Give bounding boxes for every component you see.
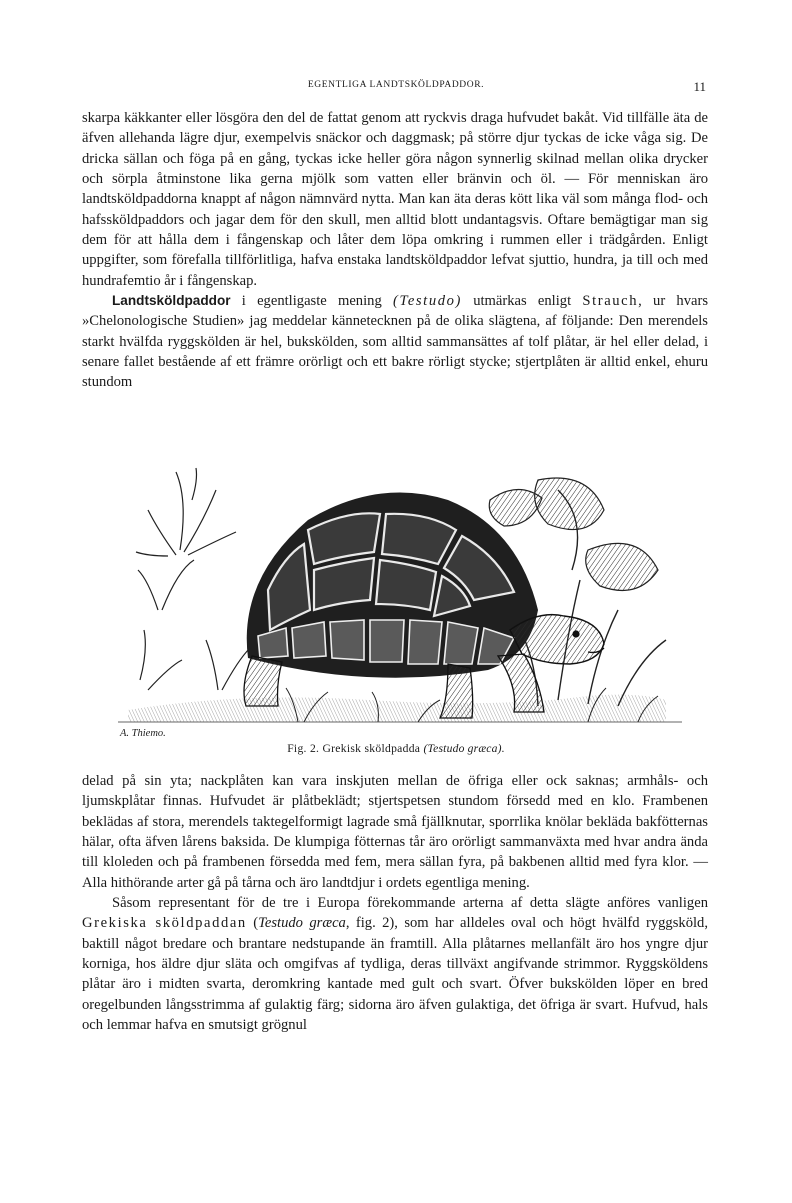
text-run: , fig. 2), som har alldeles oval och högt hvälfd ryggsköld, baktill något bredare och brantare nedstupande än framtill. Alla plåtarnes mellanfält äro hos yngre djur korniga, hos äldre djur släta och omgifvas af tydliga, deras tillväxt angifvande strimmor. Ryggsköldens plåtar äro i midten svarta, deromkring kantade med gult och svart. Öfver bukskölden löper en bred oregelbunden långsstrimma af gulaktig färg; sidorna äro äfven gulaktiga, det öfriga är svart. Hufvud, hals och lemmar hafva en smutsigt grögnul: [82, 915, 708, 1034]
text-run: (Testudo): [392, 293, 462, 310]
text-run: Strauch: [582, 293, 639, 310]
text-run: utmärkas enligt: [461, 293, 583, 310]
tortoise-illustration: [118, 460, 682, 742]
text-run: Testudo græca: [258, 915, 346, 932]
text-run: , ur hvars »Chelonologische Studien» jag meddelar kännetecknen på de olika slägtena, af följande: Den merendels starkt hvälfda ryggskölden är hel, bukskölden, som alltid sammansättes af tolf plåtar, är hel eller delad, i senare fallet bestående af ett främre orörligt och ett bakre rörligt stycke; stjertplåten är alltid enkel, ehuru stundom: [82, 293, 709, 391]
artist-signature: A. Thiemo.: [120, 728, 166, 739]
page-number: 11: [693, 79, 706, 94]
figure-caption: [0, 742, 792, 755]
paragraph: [82, 108, 708, 291]
paragraph: [82, 771, 708, 893]
paragraph: [82, 893, 708, 1035]
caption-species-name: (Testudo græca).: [423, 742, 505, 755]
text-run: Grekiska sköldpaddan: [82, 915, 247, 932]
text-run: Landtsköldpaddor: [112, 293, 231, 309]
text-run: i egentligaste mening: [230, 293, 393, 310]
caption-label: Fig. 2. Grekisk sköldpadda: [287, 742, 424, 755]
text-run: (: [246, 915, 259, 932]
tortoise-shell: [247, 492, 538, 677]
paragraph: [82, 291, 708, 393]
running-head: [0, 80, 792, 100]
text-run: skarpa käkkanter eller lösgöra den del de fattat genom att ryckvis draga hufvudet bakåt. Vid tillfälle äta de äfven allehanda lägre djur, exempelvis snäckor och daggmask; på större djur tyckas de icke våga sig. De dricka sällan och föga på en gång, tyckas icke heller göra någon synnerlig skilnad mellan olika drycker och sörpla åtminstone lika gerna mjölk som vatten eller bränvin och öl. — För menniskan äro landtsköldpaddorna knappt af någon nämnvärd nytta. Man kan äta deras kött lika väl som många flod- och hafssköldpaddors och jagar dem för den skull, men alltid blott undantagsvis. Oftare bemägtigar man sig dem för att hålla dem i fångenskap och låter dem löpa omkring i rummen eller i trädgården. Enligt uppgifter, som förefalla tillförlitliga, hafva enstaka landtsköldpaddor lefvat sjuttio, hundra, ja till och med hundrafemtio år i fångenskap.: [82, 110, 708, 289]
text-run: delad på sin yta; nackplåten kan vara inskjuten mellan de öfriga eller ock saknas; armhåls- och ljumskplåtar finnas. Hufvudet är plåtbeklädt; stjertspetsen stundom försedd med en klo. Frambenen beklädas af stora, merendels taktegelformigt lagrade små fjällknutar, sporrlika knölar bekläda bakfötternas hälar, ofta äfven lårens baksida. De klumpiga fötternas tår äro orörligt sammanväxta med hvar andra ända till kloleden och på frambenen försedda med fem, mera sällan fyra, på bakbenen alltid med fyra klor. — Alla hithörande arter gå på tårna och äro landtdjur i ordets egentliga mening.: [82, 773, 708, 891]
body-text-top: [82, 108, 708, 393]
body-text-bottom: [82, 771, 708, 1035]
text-run: Såsom representant för de tre i Europa förekommande arterna af detta slägte anföres vanligen: [112, 895, 708, 912]
running-title: EGENTLIGA LANDTSKÖLDPADDOR.: [307, 80, 485, 90]
